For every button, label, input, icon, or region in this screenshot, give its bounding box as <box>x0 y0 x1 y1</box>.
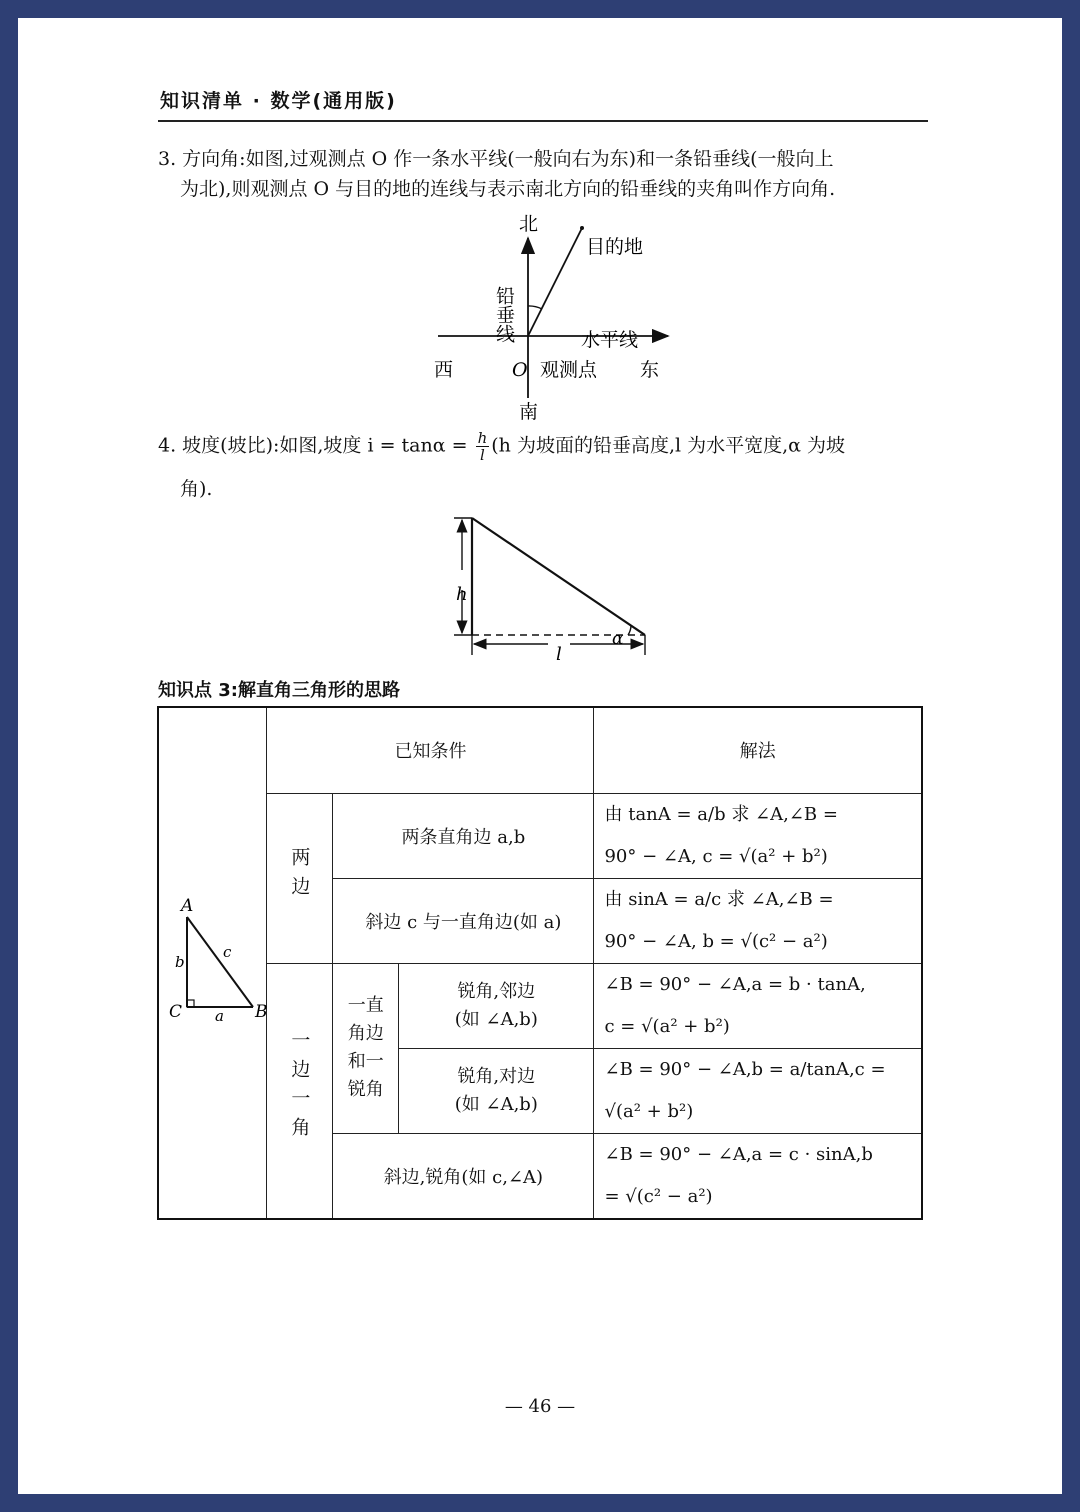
section4-suffix: (h 为坡面的铅垂高度,l 为水平宽度,α 为坡 <box>491 434 846 457</box>
row4-known: 锐角,对边 (如 ∠A,b) <box>399 1048 594 1133</box>
row5-known: 斜边,锐角(如 c,∠A) <box>333 1133 594 1219</box>
knowledge-point-title: 知识点 3:解直角三角形的思路 <box>158 680 400 701</box>
svg-text:c: c <box>222 943 232 962</box>
label-l: l <box>556 644 562 665</box>
label-alpha: α <box>612 629 624 649</box>
group-side-angle: 一边一角 <box>267 963 333 1219</box>
header-title: 知识清单 · 数学(通用版) <box>160 90 397 112</box>
label-observer: 观测点 <box>540 359 598 381</box>
svg-text:b: b <box>174 953 185 972</box>
row1-known: 两条直角边 a,b <box>333 793 594 878</box>
slope-diagram <box>448 510 658 665</box>
label-origin: O <box>512 359 528 381</box>
header-known: 已知条件 <box>267 707 594 793</box>
label-h: h <box>456 584 468 605</box>
sub-group: 一直角边和一锐角 <box>333 963 399 1133</box>
label-vertical: 铅垂线 <box>493 286 515 343</box>
direction-angle-arc <box>528 306 542 309</box>
destination-line <box>528 228 582 336</box>
row3-solution: ∠B = 90° − ∠A,a = b · tanA, c = √(a² + b²) <box>594 963 922 1048</box>
section4-line1 <box>158 430 938 463</box>
section3-line2: 为北),则观测点 O 与目的地的连线与表示南北方向的铅垂线的夹角叫作方向角. <box>180 178 836 200</box>
group-two-sides: 两边 <box>267 793 333 963</box>
svg-text:C: C <box>168 1002 182 1023</box>
row2-known: 斜边 c 与一直角边(如 a) <box>333 878 594 963</box>
solution-table <box>157 706 923 1220</box>
page-number: — 46 — <box>504 1396 576 1417</box>
row5-solution: ∠B = 90° − ∠A,a = c · sinA,b = √(c² − a²) <box>594 1133 922 1219</box>
section4-line2: 角). <box>180 478 213 500</box>
header-solution: 解法 <box>594 707 922 793</box>
label-north: 北 <box>519 213 539 235</box>
section3-line1: 3. 方向角:如图,过观测点 O 作一条水平线(一般向右为东)和一条铅垂线(一般向上 <box>158 148 834 170</box>
row3-known: 锐角,邻边 (如 ∠A,b) <box>399 963 594 1048</box>
label-east: 东 <box>640 359 660 381</box>
triangle-figure <box>163 895 268 1026</box>
label-south: 南 <box>519 401 539 423</box>
slope-fraction: $\frac{h}{l}$ <box>477 429 488 464</box>
label-destination: 目的地 <box>586 236 644 258</box>
compass-diagram <box>418 208 678 423</box>
svg-text:B: B <box>254 1002 268 1023</box>
svg-text:a: a <box>214 1007 224 1026</box>
triangle-cell <box>158 707 267 1219</box>
svg-text:A: A <box>180 896 193 917</box>
row2-solution: 由 sinA = a/c 求 ∠A,∠B = 90° − ∠A, b = √(c² − a²) <box>594 878 922 963</box>
section4-prefix: 4. 坡度(坡比):如图,坡度 i = tanα = <box>158 434 474 457</box>
page <box>18 18 1062 1494</box>
label-west: 西 <box>434 359 454 381</box>
header-rule <box>158 120 928 122</box>
row4-solution: ∠B = 90° − ∠A,b = a/tanA,c = √(a² + b²) <box>594 1048 922 1133</box>
label-horizontal: 水平线 <box>581 329 639 351</box>
row1-solution: 由 tanA = a/b 求 ∠A,∠B = 90° − ∠A, c = √(a² + b²) <box>594 793 922 878</box>
